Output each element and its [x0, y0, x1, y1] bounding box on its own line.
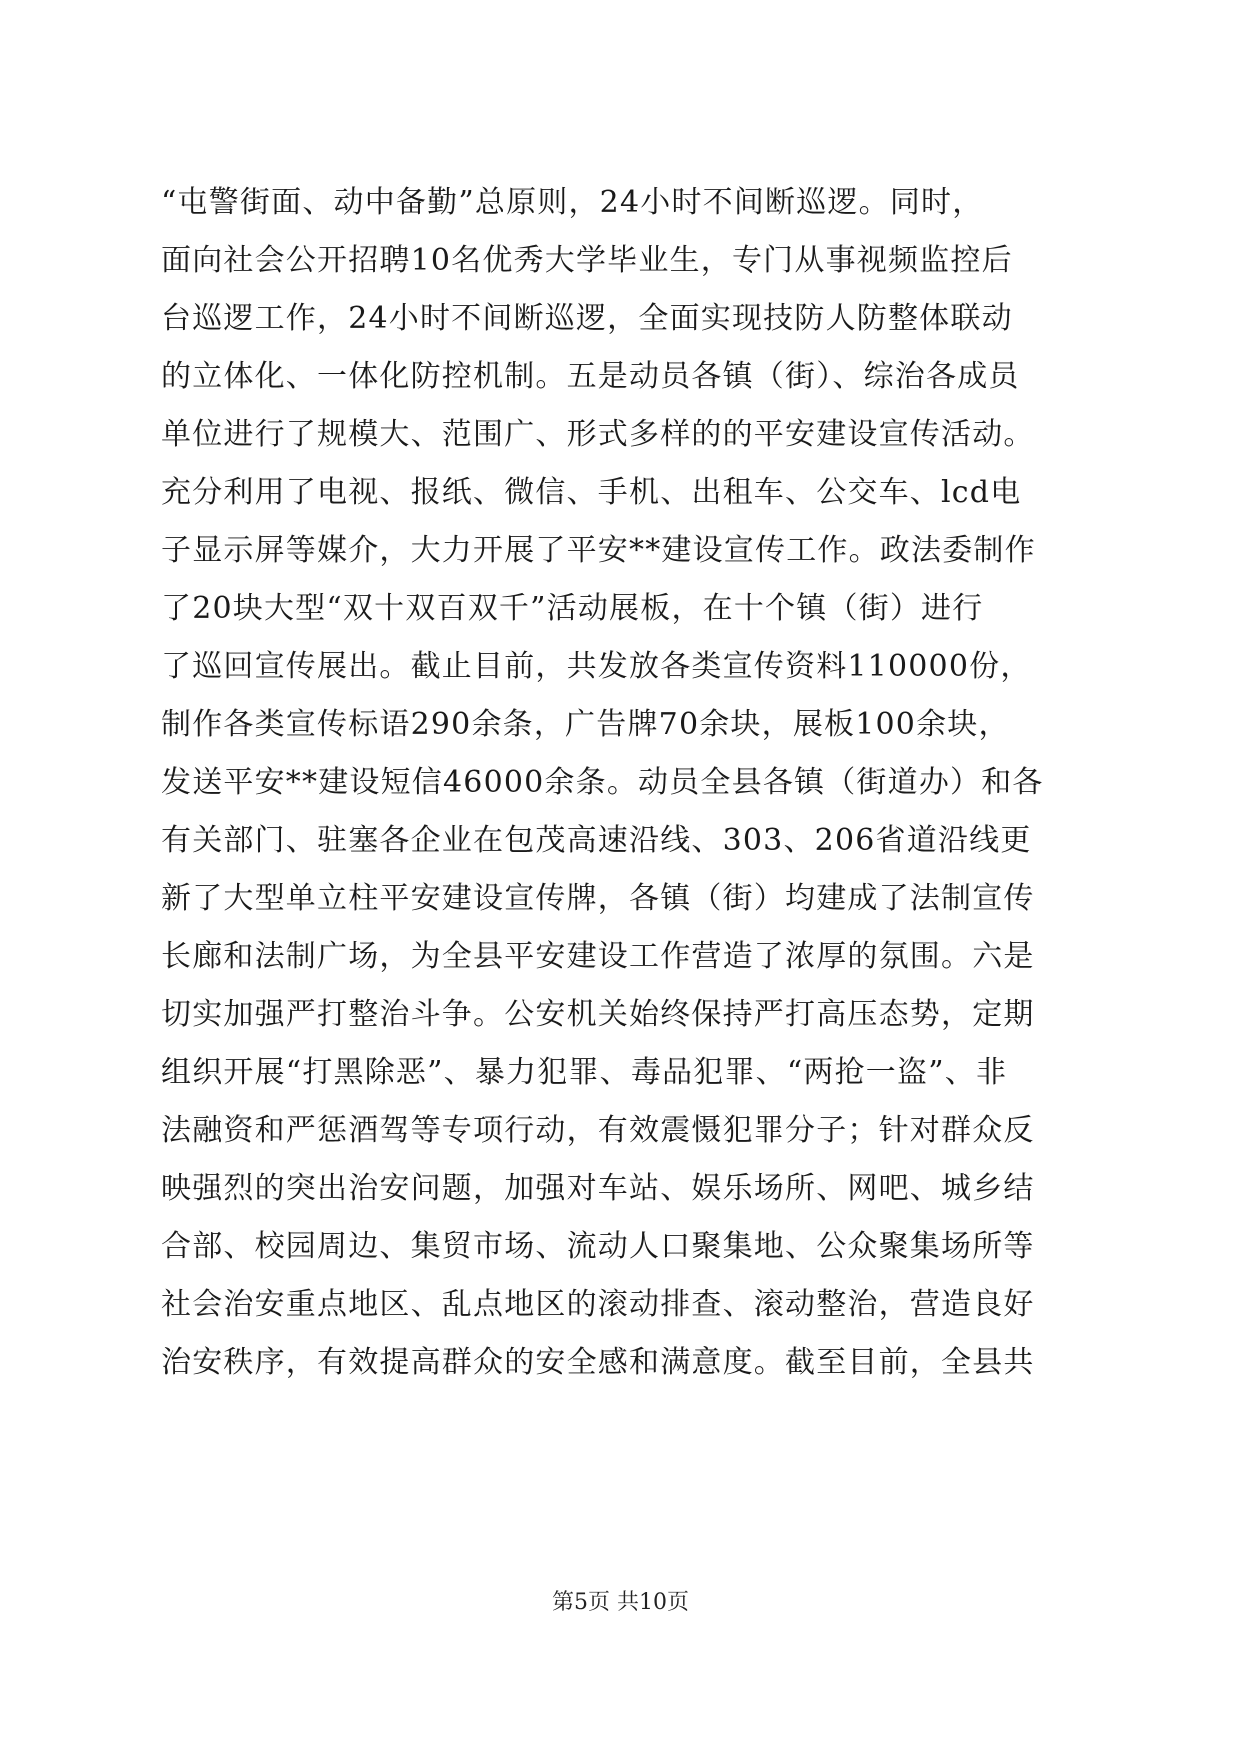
- text-line: 组织开展“打黑除恶”、暴力犯罪、毒品犯罪、“两抢一盗”、非: [161, 1055, 1008, 1090]
- text-line: “屯警街面、动中备勤”总原则，24小时不间断巡逻。同时，: [161, 185, 984, 220]
- text-line: 合部、校园周边、集贸市场、流动人口聚集地、公众聚集场所等: [161, 1229, 1035, 1264]
- text-line: 制作各类宣传标语290余条，广告牌70余块，展板100余块，: [161, 707, 1010, 742]
- page-number-footer: 第5页 共10页: [552, 1590, 689, 1615]
- text-line: 充分利用了电视、报纸、微信、手机、出租车、公交车、lcd电: [161, 475, 1022, 510]
- text-line: 发送平安**建设短信46000余条。动员全县各镇（街道办）和各: [161, 765, 1044, 800]
- text-line: 法融资和严惩酒驾等专项行动，有效震慑犯罪分子；针对群众反: [161, 1113, 1035, 1148]
- text-line: 面向社会公开招聘10名优秀大学毕业生，专门从事视频监控后: [161, 243, 1013, 278]
- text-line: 映强烈的突出治安问题，加强对车站、娱乐场所、网吧、城乡结: [161, 1171, 1035, 1206]
- text-line: 有关部门、驻塞各企业在包茂高速沿线、303、206省道沿线更: [161, 823, 1032, 858]
- text-line: 子显示屏等媒介，大力开展了平安**建设宣传工作。政法委制作: [161, 533, 1036, 568]
- text-line: 单位进行了规模大、范围广、形式多样的的平安建设宣传活动。: [161, 417, 1035, 452]
- text-line: 新了大型单立柱平安建设宣传牌，各镇（街）均建成了法制宣传: [161, 881, 1035, 916]
- text-line: 治安秩序，有效提高群众的安全感和满意度。截至目前，全县共: [161, 1345, 1035, 1380]
- text-line: 社会治安重点地区、乱点地区的滚动排查、滚动整治，营造良好: [161, 1287, 1035, 1322]
- body-text: [161, 174, 1081, 1392]
- text-line: 切实加强严打整治斗争。公安机关始终保持严打高压态势，定期: [161, 997, 1035, 1032]
- text-line: 的立体化、一体化防控机制。五是动员各镇（街）、综治各成员: [161, 359, 1020, 394]
- text-line: 台巡逻工作，24小时不间断巡逻，全面实现技防人防整体联动: [161, 301, 1013, 336]
- text-line: 长廊和法制广场，为全县平安建设工作营造了浓厚的氛围。六是: [161, 939, 1035, 974]
- text-line: 了20块大型“双十双百双千”活动展板，在十个镇（街）进行: [161, 591, 984, 626]
- text-line: 了巡回宣传展出。截止目前，共发放各类宣传资料110000份，: [161, 649, 1032, 684]
